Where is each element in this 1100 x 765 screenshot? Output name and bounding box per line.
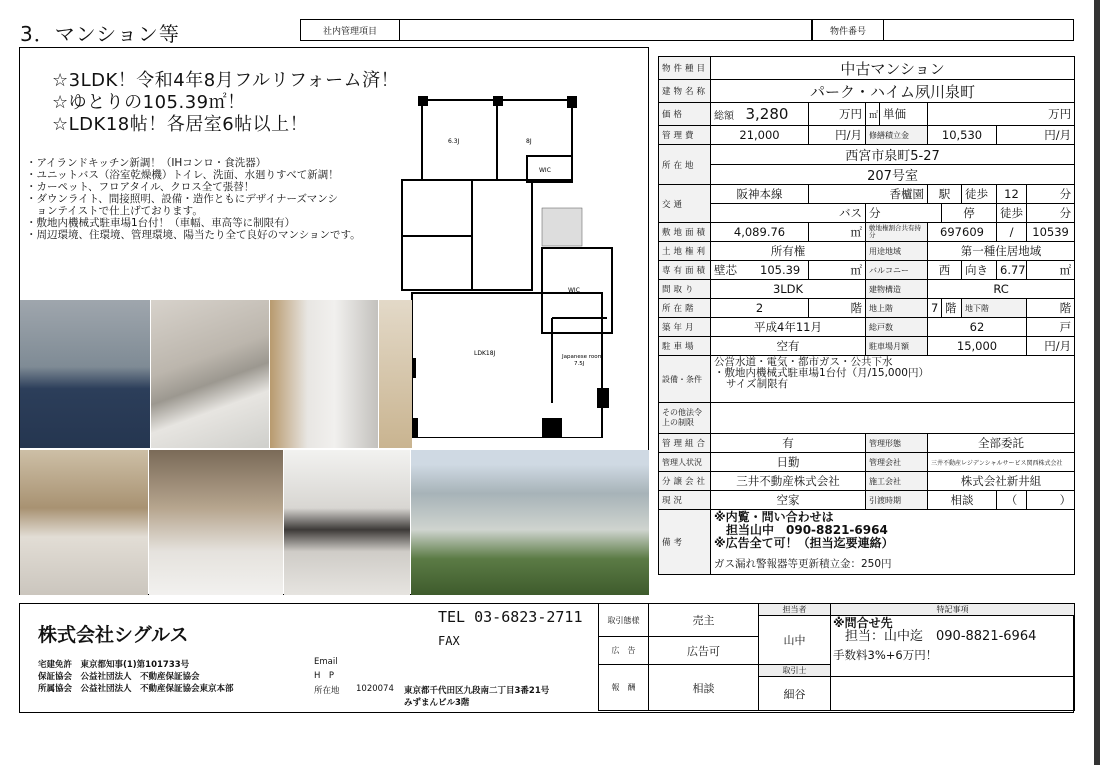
bullet-4: ・ダウンライト、間接照明、設備・造作ともにデザイナーズマンシ [26, 193, 339, 205]
below-label: 地下階 [962, 299, 1027, 318]
special-line-3: 手数料3%+6万円！ [833, 648, 938, 662]
internal-label: 社内管理項目 [301, 20, 400, 40]
photo-bathroom [149, 450, 283, 595]
notes-label: 備考 [659, 510, 711, 575]
zip: 1020074 [356, 684, 394, 694]
special-line-1: ※問合せ先 [833, 616, 893, 630]
parking-label: 駐車場 [659, 337, 711, 356]
parking-value: 空有 [711, 337, 866, 356]
note-line-3: ※広告全て可！（担当迄要連絡） [714, 536, 894, 550]
mgmt-label: 管理費 [659, 126, 711, 145]
price-value: 3,280 [745, 105, 789, 123]
office-addr-2: みずまんビル3階 [404, 698, 470, 708]
facility-line-1: 公営水道・電気・都市ガス・公共下水 [714, 356, 893, 368]
mgmt-fee: 21,000 [711, 126, 809, 145]
parking-fee: 15,000 [928, 337, 1027, 356]
facing-label: 向き [962, 261, 997, 280]
assoc-1: 保証協会 公益社団法人 不動産保証協会 [38, 672, 200, 682]
sqm-label: ㎡ [866, 103, 880, 126]
addr-2: 207号室 [711, 165, 1075, 185]
floor-plan [392, 58, 617, 438]
bullet-5: ョンテイストで仕上げております。 [26, 205, 203, 217]
zoning-label: 用途地域 [866, 242, 928, 261]
special-label: 特記事項 [831, 604, 1075, 616]
mgr-status-label: 管理人状況 [659, 453, 711, 472]
tantou-value: 山中 [759, 616, 831, 665]
balcony-dir: 西 [928, 261, 962, 280]
mgr-status-value: 日勤 [711, 453, 866, 472]
layout-label: 間取り [659, 280, 711, 299]
overview-panel [19, 47, 649, 595]
room-label-2: 8J [526, 138, 532, 145]
land-label: 敷地面積 [659, 223, 711, 242]
tantou-label: 担当者 [759, 604, 831, 616]
headline-3: ☆LDK18帖！各居室6帖以上！ [52, 114, 309, 135]
company-name: 株式会社シグルス [38, 624, 189, 646]
handover-paren-close: ） [1027, 491, 1075, 510]
wall-center-label: 壁芯 [714, 263, 737, 277]
unit-price-label: 単価 [880, 103, 928, 126]
name-label: 建物名称 [659, 80, 711, 103]
land-area: 4,089.76 [711, 223, 809, 242]
deal-value: 売主 [649, 604, 759, 637]
status-label: 現況 [659, 491, 711, 510]
price-unit: 万円 [809, 103, 866, 126]
repair-label: 修繕積立金 [866, 126, 928, 145]
bullet-6: ・敷地内機械式駐車場1台付！（車幅、車高等に制限有） [26, 217, 296, 229]
below-unit: 階 [1027, 299, 1075, 318]
internal-field [300, 19, 812, 41]
assoc-value: 有 [711, 434, 866, 453]
photo-kitchen [151, 300, 269, 448]
window-edge [1094, 0, 1100, 765]
price-label: 価格 [659, 103, 711, 126]
page-title: 3．マンション等 [20, 22, 180, 46]
area-value: 105.39 [760, 263, 801, 277]
traffic-label: 交通 [659, 185, 711, 223]
bullet-3: ・カーペット、フロアタイル、クロス全て張替！ [26, 181, 255, 193]
layout-value: 3LDK [711, 280, 866, 299]
addr-label: 所在地 [659, 145, 711, 185]
status-value: 空家 [711, 491, 866, 510]
parking-fee-unit: 円/月 [1027, 337, 1075, 356]
station-name: 香櫨園 [809, 185, 928, 204]
ad-label: 広 告 [599, 637, 649, 665]
units-unit: 戸 [1027, 318, 1075, 337]
above-unit: 階 [942, 299, 962, 318]
bullet-1: ・アイランドキッチン新調！（IHコンロ・食洗器） [26, 157, 267, 169]
built-label: 築年月 [659, 318, 711, 337]
balcony-label: バルコニー [866, 261, 928, 280]
bus-label: バス [711, 204, 866, 223]
mgmt-co-value: 三井不動産レジデンシャルサービス関西株式会社 [928, 453, 1075, 472]
bullet-2: ・ユニットバス（浴室乾燥機）トイレ、洗面、水廻りすべて新調！ [26, 169, 339, 181]
area-label: 専有面積 [659, 261, 711, 280]
units-label: 総戸数 [866, 318, 928, 337]
share-label: 敷地権割合共有持分 [866, 223, 928, 242]
headline-2: ☆ゆとりの105.39㎡！ [52, 92, 246, 113]
headline-1: ☆3LDK！令和4年8月フルリフォーム済！ [52, 70, 400, 91]
reward-value: 相談 [649, 665, 759, 711]
ldk-label: LDK18J [474, 350, 496, 357]
wic-label-2: WIC [568, 287, 580, 294]
bus-walk-label: 徒歩 [997, 204, 1027, 223]
seller-value: 三井不動産株式会社 [711, 472, 866, 491]
balcony-unit: ㎡ [1027, 261, 1075, 280]
above-label: 地上階 [866, 299, 928, 318]
photo-hall [379, 300, 412, 448]
station-suffix: 駅 [928, 185, 962, 204]
name-value: パーク・ハイム夙川泉町 [711, 80, 1075, 103]
tel: TEL 03-6823-2711 [438, 608, 583, 626]
floor-label: 所在階 [659, 299, 711, 318]
facility-cell [711, 356, 1075, 403]
assoc-2: 所属協会 公益社団法人 不動産保証協会東京本部 [38, 684, 234, 694]
check-value: 細谷 [759, 677, 831, 711]
reward-label: 報 酬 [599, 665, 649, 711]
property-no-label: 物件番号 [813, 20, 884, 40]
handover-label: 引渡時期 [866, 491, 928, 510]
built-value: 平成4年11月 [711, 318, 866, 337]
mgmt-form-value: 全部委託 [928, 434, 1075, 453]
special-cell [831, 616, 1075, 677]
property-table [658, 56, 1075, 575]
land-unit: ㎡ [809, 223, 866, 242]
property-no-field [812, 19, 1074, 41]
bus-min-unit: 分 [866, 204, 942, 223]
photo-washroom [20, 450, 148, 595]
photo-toilet [270, 300, 378, 448]
above-value: 7 [928, 299, 942, 318]
other-label: その他法令上の制限 [659, 403, 711, 434]
photo-building [411, 450, 649, 595]
parking-fee-label: 駐車場月額 [866, 337, 928, 356]
landright-label: 土地権利 [659, 242, 711, 261]
builder-value: 株式会社新井組 [928, 472, 1075, 491]
note-line-4: ガス漏れ警報器等更新積立金：250円 [714, 558, 892, 570]
mgmt-co-label: 管理会社 [866, 453, 928, 472]
special-line-2: 担当：山中迄 090-8821-6964 [845, 629, 1037, 644]
builder-label: 施工会社 [866, 472, 928, 491]
unit-price-unit: 万円 [928, 103, 1075, 126]
photo-room [284, 450, 410, 595]
license: 宅建免許 東京都知事(1)第101733号 [38, 660, 190, 670]
floor-unit: 階 [809, 299, 866, 318]
structure-value: RC [928, 280, 1075, 299]
deal-table [598, 603, 1075, 711]
walk-unit: 分 [1027, 185, 1075, 204]
jp-room-size: 7.5J [574, 361, 585, 367]
balcony-area: 6.77 [997, 261, 1027, 280]
other-value [711, 403, 1075, 434]
price-total-label: 総額 [714, 111, 734, 122]
train-line: 阪神本線 [711, 185, 809, 204]
ad-value: 広告可 [649, 637, 759, 665]
handover-value: 相談 [928, 491, 997, 510]
share-slash: / [997, 223, 1027, 242]
area-unit: ㎡ [809, 261, 866, 280]
facility-line-2: ・敷地内機械式駐車場1台付（月/15,000円） [714, 367, 929, 379]
hp-label: H P [314, 671, 335, 681]
room-label-1: 6.3J [448, 138, 460, 145]
walk-label: 徒歩 [962, 185, 997, 204]
photo-living [20, 300, 150, 448]
note-line-2: 担当山中 090-8821-6964 [726, 523, 888, 537]
zoning-value: 第一種住居地域 [928, 242, 1075, 261]
fax: FAX [438, 634, 460, 648]
mgmt-form-label: 管理形態 [866, 434, 928, 453]
email-label: Email [314, 657, 338, 667]
repair-unit: 円/月 [997, 126, 1075, 145]
handover-paren-open: （ [997, 491, 1027, 510]
floor-value: 2 [711, 299, 809, 318]
seller-label: 分譲会社 [659, 472, 711, 491]
facility-line-3: サイズ制限有 [726, 378, 789, 390]
walk-min: 12 [997, 185, 1027, 204]
bus-stop-label: 停 [942, 204, 997, 223]
office-addr-label: 所在地 [314, 686, 340, 696]
note-line-1: ※内覧・問い合わせは [714, 510, 834, 524]
special-empty [831, 677, 1075, 711]
type-label: 物件種目 [659, 57, 711, 80]
wic-label-1: WIC [539, 167, 551, 174]
bullet-7: ・周辺環境、住環境、管理環境、陽当たり全て良好のマンションです。 [26, 229, 361, 241]
facility-label: 設備・条件 [659, 356, 711, 403]
landright-value: 所有権 [711, 242, 866, 261]
office-addr: 東京都千代田区九段南二丁目3番21号 [404, 686, 550, 696]
mgmt-unit: 円/月 [809, 126, 866, 145]
jp-room-label: Japanese room [562, 354, 603, 360]
notes-cell [711, 510, 1075, 575]
deal-label: 取引態様 [599, 604, 649, 637]
share-num: 697609 [928, 223, 997, 242]
assoc-label: 管理組合 [659, 434, 711, 453]
share-den: 10539 [1027, 223, 1075, 242]
addr-1: 西宮市泉町5-27 [711, 145, 1075, 165]
type-value: 中古マンション [711, 57, 1075, 80]
repair-fee: 10,530 [928, 126, 997, 145]
structure-label: 建物構造 [866, 280, 928, 299]
bus-walk-unit: 分 [1027, 204, 1075, 223]
check-label: 取引士 [759, 665, 831, 677]
units-value: 62 [928, 318, 1027, 337]
